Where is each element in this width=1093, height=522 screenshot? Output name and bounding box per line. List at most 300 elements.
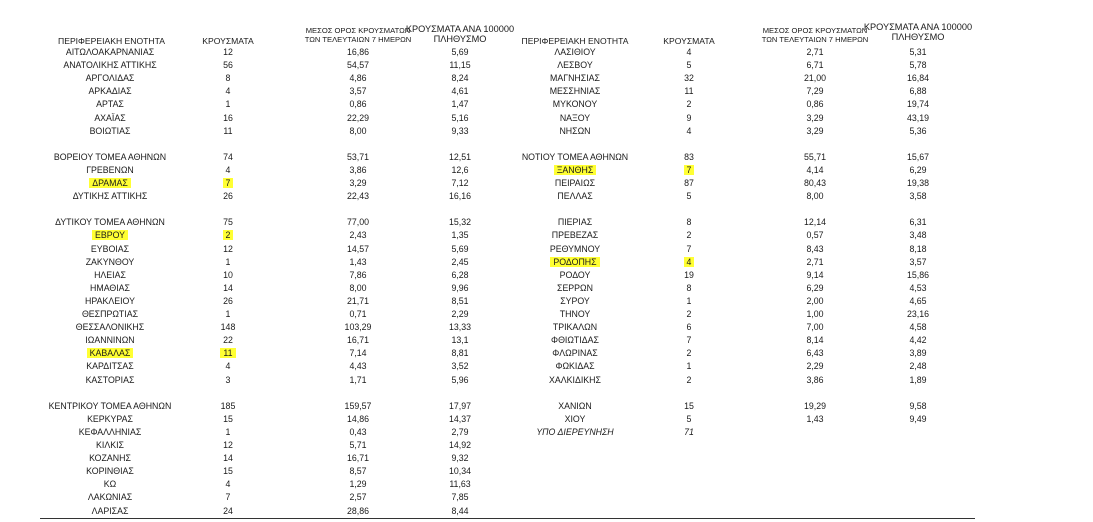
- cell-per: [856, 190, 980, 203]
- cell-per: [856, 347, 980, 360]
- cell-per: [856, 243, 980, 256]
- cell-region-text: ΤΡΙΚΑΛΩΝ: [552, 322, 598, 333]
- cell-per-text: 9,58: [909, 400, 927, 411]
- cell-region-text: ΡΕΘΥΜΝΟΥ: [549, 243, 601, 254]
- cell-cases: [659, 125, 719, 138]
- cell-per-text: 11,63: [449, 479, 471, 490]
- cell-cases: [659, 112, 719, 125]
- cell-cases-text: 7: [686, 335, 692, 346]
- cell-region: [40, 491, 180, 504]
- cell-per-text: 15,32: [448, 217, 471, 228]
- cell-region-text: ΔΥΤΙΚΟΥ ΤΟΜΕΑ ΑΘΗΝΩΝ: [55, 217, 165, 228]
- table-row: [0, 439, 1093, 452]
- cell-cases: [659, 46, 719, 59]
- table-row: [0, 465, 1093, 478]
- cell-cases: [659, 59, 719, 72]
- cell-per: [856, 413, 980, 426]
- cell-region: [505, 98, 645, 111]
- cell-per: [856, 164, 980, 177]
- cell-cases-text: 22: [223, 335, 233, 346]
- table-row: [0, 347, 1093, 360]
- cell-region-text: ΝΟΤΙΟΥ ΤΟΜΕΑ ΑΘΗΝΩΝ: [521, 151, 629, 162]
- cell-region: [505, 229, 645, 242]
- cell-region-text: ΙΩΑΝΝΙΝΩΝ: [85, 335, 135, 346]
- right-header-per-line1: ΚΡΟΥΣΜΑΤΑ ΑΝΑ 100000: [863, 22, 973, 32]
- cell-region-text: ΡΟΔΟΥ: [559, 269, 591, 280]
- cell-region: [40, 452, 180, 465]
- cell-region-text: ΔΡΑΜΑΣ: [89, 178, 131, 188]
- cell-region: [505, 295, 645, 308]
- cell-region: [505, 282, 645, 295]
- cell-cases: [659, 426, 719, 439]
- cell-region-text: ΝΑΞΟΥ: [559, 112, 591, 123]
- left-header-cases: ΚΡΟΥΣΜΑΤΑ: [202, 36, 254, 46]
- cell-cases: [198, 505, 258, 518]
- table-row: [0, 125, 1093, 138]
- cell-region-text: ΚΑΣΤΟΡΙΑΣ: [85, 374, 135, 385]
- cell-cases: [659, 243, 719, 256]
- cell-cases-text: 19: [684, 269, 694, 280]
- cell-avg-text: 4,43: [349, 361, 367, 372]
- cell-avg-text: 1,43: [349, 256, 367, 267]
- cell-cases-text: 1: [225, 426, 231, 437]
- cell-region: [505, 321, 645, 334]
- cell-per: [398, 505, 522, 518]
- cell-per-text: 6,31: [909, 217, 927, 228]
- cell-cases-text: 1: [225, 256, 231, 267]
- cell-per-text: 4,42: [909, 335, 927, 346]
- cell-region-text: ΠΕΛΛΑΣ: [557, 191, 593, 202]
- cell-per: [856, 282, 980, 295]
- cell-cases: [659, 256, 719, 269]
- cell-cases-text: 185: [220, 400, 236, 411]
- cell-cases-text: 16: [223, 112, 233, 123]
- table-row: [0, 374, 1093, 387]
- cell-region-text: ΚΟΖΑΝΗΣ: [89, 453, 131, 464]
- cell-per: [856, 72, 980, 85]
- cell-cases: [659, 308, 719, 321]
- cell-region-text: ΛΕΣΒΟΥ: [557, 60, 593, 71]
- cell-cases-text: 32: [684, 73, 694, 84]
- cell-per: [856, 216, 980, 229]
- cell-avg-text: 2,00: [806, 295, 824, 306]
- cell-cases-text: 12: [223, 47, 233, 57]
- cell-region: [505, 256, 645, 269]
- cell-avg-text: 7,29: [806, 86, 824, 97]
- cell-avg-text: 21,71: [346, 295, 369, 306]
- cell-per-text: 1,47: [451, 99, 469, 110]
- cell-avg-text: 0,71: [349, 309, 367, 319]
- cell-avg-text: 16,71: [346, 453, 369, 464]
- cell-region: [40, 465, 180, 478]
- cell-per-text: 9,33: [451, 125, 469, 136]
- cell-per-text: 5,31: [909, 47, 927, 57]
- cell-cases: [659, 282, 719, 295]
- cell-region-text: ΚΑΒΑΛΑΣ: [87, 348, 134, 358]
- cell-per-text: 12,51: [448, 151, 471, 162]
- cell-region-text: ΦΩΚΙΔΑΣ: [555, 361, 595, 372]
- right-header-avg-line1: ΜΕΣΟΣ ΟΡΟΣ ΚΡΟΥΣΜΑΤΩΝ: [762, 26, 868, 35]
- cell-cases: [198, 452, 258, 465]
- cell-cases-text: 8: [686, 217, 692, 228]
- cell-avg-text: 14,86: [346, 413, 369, 424]
- cell-per-text: 5,16: [451, 112, 469, 123]
- cell-cases-text: 10: [223, 269, 233, 280]
- cell-per-text: 17,97: [448, 400, 471, 411]
- cell-per-text: 3,48: [909, 230, 927, 241]
- cell-cases-text: 7: [225, 492, 231, 503]
- table-row: [0, 308, 1093, 321]
- cell-cases-text: 1: [686, 361, 692, 372]
- cell-per-text: 12,6: [451, 164, 469, 175]
- cell-per-text: 2,45: [451, 256, 469, 267]
- cell-cases-text: 15: [684, 400, 694, 411]
- cell-region: [505, 72, 645, 85]
- cell-cases-text: 2: [686, 309, 692, 319]
- cell-cases-text: 148: [220, 322, 236, 333]
- cell-cases: [198, 491, 258, 504]
- cell-per: [856, 400, 980, 413]
- cell-cases: [198, 465, 258, 478]
- cell-cases-text: 1: [225, 309, 231, 319]
- cell-region-text: ΧΙΟΥ: [564, 413, 586, 424]
- cell-region: [505, 400, 645, 413]
- table-row: [0, 46, 1093, 59]
- cell-cases-text: 7: [686, 243, 692, 254]
- cell-region-text: ΔΥΤΙΚΗΣ ΑΤΤΙΚΗΣ: [72, 191, 148, 202]
- cell-cases: [659, 269, 719, 282]
- cell-avg-text: 3,29: [349, 178, 367, 188]
- cell-avg-text: 8,57: [349, 466, 367, 477]
- cell-cases-text: 3: [225, 374, 231, 385]
- cell-per: [856, 321, 980, 334]
- cell-region-text: ΒΟΡΕΙΟΥ ΤΟΜΕΑ ΑΘΗΝΩΝ: [53, 151, 167, 162]
- cell-avg-text: 159,57: [344, 400, 372, 411]
- cell-avg-text: 8,14: [806, 335, 824, 346]
- cell-region-text: ΑΡΚΑΔΙΑΣ: [88, 86, 132, 97]
- cell-avg-text: 3,86: [349, 164, 367, 175]
- cell-avg-text: 2,71: [806, 47, 824, 57]
- cell-per: [856, 85, 980, 98]
- cell-cases-text: 11: [220, 348, 235, 358]
- cell-cases-text: 7: [684, 165, 695, 175]
- cell-cases-text: 6: [686, 322, 692, 333]
- table-row: [0, 151, 1093, 164]
- cell-region: [505, 374, 645, 387]
- right-header-avg-line2: ΤΩΝ ΤΕΛΕΥΤΑΙΩΝ 7 ΗΜΕΡΩΝ: [761, 35, 869, 44]
- cell-per: [398, 478, 522, 491]
- table-row: [0, 334, 1093, 347]
- left-header-region: ΠΕΡΙΦΕΡΕΙΑΚΗ ΕΝΟΤΗΤΑ: [58, 36, 165, 46]
- cell-region-text: ΗΡΑΚΛΕΙΟΥ: [85, 295, 135, 306]
- cell-per-text: 15,67: [906, 151, 929, 162]
- cell-per-text: 23,16: [906, 309, 929, 319]
- cell-cases-text: 14: [223, 453, 233, 464]
- cell-avg-text: 7,00: [806, 322, 824, 333]
- cell-avg-text: 3,29: [806, 112, 824, 123]
- cell-per: [398, 491, 522, 504]
- cell-avg-text: 8,00: [349, 282, 367, 293]
- cell-region-text: ΜΥΚΟΝΟΥ: [552, 99, 598, 110]
- cell-region-text: ΑΡΤΑΣ: [96, 99, 124, 110]
- cell-per: [856, 256, 980, 269]
- right-header-per: [856, 22, 980, 42]
- cell-per-text: 7,85: [451, 492, 469, 503]
- cell-avg-text: 6,71: [806, 60, 824, 71]
- right-header-per-line2: ΠΛΗΘΥΣΜΟ: [891, 32, 945, 42]
- cell-region-text: ΠΙΕΡΙΑΣ: [557, 217, 593, 228]
- cell-region-text: ΚΟΡΙΝΘΙΑΣ: [86, 466, 134, 477]
- cell-per-text: 13,33: [448, 322, 471, 333]
- cell-region-text: ΣΕΡΡΩΝ: [557, 282, 593, 293]
- cell-region: [40, 505, 180, 518]
- cell-cases-text: 26: [223, 191, 233, 202]
- cell-cases-text: 12: [223, 243, 233, 254]
- cell-per: [856, 334, 980, 347]
- cell-cases-text: 8: [686, 282, 692, 293]
- cell-region: [505, 243, 645, 256]
- cell-cases-text: 87: [684, 178, 694, 188]
- cell-region-text: ΚΑΡΔΙΤΣΑΣ: [86, 361, 134, 372]
- cell-avg-text: 8,43: [806, 243, 824, 254]
- cell-avg-text: 2,57: [349, 492, 367, 503]
- cell-per-text: 3,58: [909, 191, 927, 202]
- cell-per: [856, 46, 980, 59]
- table-row: [0, 256, 1093, 269]
- cell-cases: [659, 72, 719, 85]
- cell-avg-text: 0,57: [806, 230, 824, 241]
- cell-region-text: ΜΕΣΣΗΝΙΑΣ: [549, 86, 601, 97]
- cell-region-text: ΦΛΩΡΙΝΑΣ: [552, 348, 598, 359]
- cell-cases-text: 5: [686, 191, 692, 202]
- cell-region-text: ΚΙΛΚΙΣ: [96, 440, 124, 450]
- cell-per-text: 11,15: [449, 60, 471, 71]
- cell-region: [505, 125, 645, 138]
- cell-avg-text: 7,86: [349, 269, 367, 280]
- cell-region-text: ΑΧΑΪΑΣ: [94, 112, 126, 123]
- cell-per-text: 16,16: [448, 191, 471, 202]
- cell-per-text: 5,36: [909, 125, 927, 136]
- cell-cases-text: 2: [686, 374, 692, 385]
- cell-region-text: ΖΑΚΥΝΘΟΥ: [85, 256, 135, 267]
- cell-avg-text: 77,00: [346, 217, 369, 228]
- cell-avg-text: 16,86: [346, 47, 369, 57]
- cell-per: [398, 465, 522, 478]
- table-row: [0, 98, 1093, 111]
- cell-per-text: 4,53: [909, 282, 927, 293]
- cell-cases-text: 4: [686, 47, 692, 57]
- cell-avg-text: 1,43: [806, 413, 824, 424]
- cell-avg-text: 19,29: [803, 400, 826, 411]
- table-row: [0, 505, 1093, 518]
- table-row: [0, 59, 1093, 72]
- cell-cases-text: 2: [223, 230, 234, 240]
- table-row: [0, 243, 1093, 256]
- cell-per-text: 8,24: [451, 73, 469, 84]
- cell-avg-text: 4,86: [349, 73, 367, 84]
- cell-per-text: 3,52: [451, 361, 469, 372]
- cell-region-text: ΚΩ: [103, 479, 117, 490]
- table-row: [0, 190, 1093, 203]
- cell-cases: [659, 177, 719, 190]
- cell-avg-text: 22,29: [346, 112, 369, 123]
- cell-cases-text: 71: [684, 426, 694, 437]
- cell-cases-text: 83: [684, 151, 694, 162]
- cell-per: [856, 295, 980, 308]
- table-row: [0, 426, 1093, 439]
- cell-avg-text: 0,86: [806, 99, 824, 110]
- cell-region-text: ΕΥΒΟΙΑΣ: [90, 243, 130, 254]
- cell-avg-text: 3,29: [806, 125, 824, 136]
- cell-region: [505, 85, 645, 98]
- cell-region-text: ΚΕΦΑΛΛΗΝΙΑΣ: [78, 426, 142, 437]
- cell-per-text: 5,69: [451, 243, 469, 254]
- cell-per-text: 5,96: [451, 374, 469, 385]
- cell-region: [505, 59, 645, 72]
- cell-region-text: ΑΝΑΤΟΛΙΚΗΣ ΑΤΤΙΚΗΣ: [63, 60, 157, 71]
- cell-per: [856, 229, 980, 242]
- cell-region-text: ΧΑΛΚΙΔΙΚΗΣ: [549, 374, 601, 385]
- cell-cases-text: 1: [225, 99, 231, 110]
- cell-cases-text: 9: [686, 112, 692, 123]
- cell-region-text: ΕΒΡΟΥ: [92, 230, 128, 240]
- left-header-avg-line1: ΜΕΣΟΣ ΟΡΟΣ ΚΡΟΥΣΜΑΤΩΝ: [305, 26, 411, 35]
- cell-avg-text: 3,57: [349, 86, 367, 97]
- cell-region: [505, 334, 645, 347]
- cell-cases: [659, 360, 719, 373]
- cell-avg-text: 21,00: [803, 73, 826, 84]
- table-row: [0, 85, 1093, 98]
- cell-region: [40, 478, 180, 491]
- cell-avg-text: 103,29: [344, 322, 372, 333]
- cell-region-text: ΑΙΤΩΛΟΑΚΑΡΝΑΝΙΑΣ: [65, 47, 155, 57]
- cell-region: [505, 347, 645, 360]
- cell-per-text: 9,96: [451, 282, 469, 293]
- cell-per-text: 13,1: [451, 335, 469, 346]
- cell-cases-text: 26: [223, 295, 233, 306]
- cell-avg-text: 1,71: [349, 374, 367, 385]
- cell-per-text: 19,38: [906, 178, 929, 188]
- cell-per: [856, 125, 980, 138]
- cell-per-text: 5,69: [451, 47, 469, 57]
- cell-avg-text: 2,29: [806, 361, 824, 372]
- cell-region: [505, 112, 645, 125]
- cell-avg-text: 8,00: [806, 191, 824, 202]
- cell-avg-text: 1,29: [349, 479, 367, 490]
- cell-per: [856, 308, 980, 321]
- cell-avg-text: 2,43: [349, 230, 367, 241]
- cell-region-text: ΗΛΕΙΑΣ: [94, 269, 126, 280]
- cell-per-text: 9,32: [451, 453, 469, 464]
- cell-avg-text: 4,14: [806, 164, 824, 175]
- cell-cases-text: 2: [686, 230, 692, 241]
- cell-per-text: 5,78: [909, 60, 927, 71]
- cell-cases: [198, 439, 258, 452]
- cell-avg-text: 12,14: [803, 217, 826, 228]
- table-row: [0, 491, 1093, 504]
- cell-per-text: 6,29: [909, 164, 927, 175]
- cell-cases: [659, 347, 719, 360]
- cell-avg-text: 6,29: [806, 282, 824, 293]
- cell-cases-text: 4: [225, 86, 231, 97]
- table-row: [0, 295, 1093, 308]
- cell-avg-text: 9,14: [806, 269, 824, 280]
- cell-cases-text: 4: [225, 361, 231, 372]
- cell-per-text: 2,29: [451, 309, 469, 319]
- cell-per-text: 16,84: [906, 73, 929, 84]
- cell-avg-text: 5,71: [349, 440, 367, 450]
- cell-avg-text: 8,00: [349, 125, 367, 136]
- cell-region-text: ΥΠΟ ΔΙΕΡΕΥΝΗΣΗ: [536, 426, 614, 437]
- cell-per: [856, 98, 980, 111]
- cell-per: [856, 269, 980, 282]
- cell-region: [505, 151, 645, 164]
- cell-per-text: 7,12: [451, 178, 469, 188]
- cell-region-text: ΘΕΣΣΑΛΟΝΙΚΗΣ: [75, 322, 145, 333]
- cell-cases-text: 75: [223, 217, 233, 228]
- cell-region-text: ΞΑΝΘΗΣ: [554, 165, 597, 175]
- cell-region: [505, 177, 645, 190]
- cell-per-text: 2,48: [909, 361, 927, 372]
- cell-region-text: ΚΕΡΚΥΡΑΣ: [87, 413, 133, 424]
- cell-cases: [659, 229, 719, 242]
- cell-per: [856, 360, 980, 373]
- cell-region-text: ΜΑΓΝΗΣΙΑΣ: [550, 73, 600, 84]
- cell-region-text: ΤΗΝΟΥ: [559, 309, 591, 319]
- table-row: [0, 112, 1093, 125]
- cell-region-text: ΦΘΙΩΤΙΔΑΣ: [551, 335, 599, 346]
- cell-region: [505, 413, 645, 426]
- cell-region-text: ΛΑΡΙΣΑΣ: [91, 505, 129, 516]
- cell-avg-text: 55,71: [803, 151, 826, 162]
- cell-region-text: ΚΕΝΤΡΙΚΟΥ ΤΟΜΕΑ ΑΘΗΝΩΝ: [48, 400, 172, 411]
- cell-per: [856, 151, 980, 164]
- cell-per-text: 1,89: [909, 374, 927, 385]
- cell-region-text: ΛΑΚΩΝΙΑΣ: [87, 492, 133, 503]
- cell-avg-text: 22,43: [346, 191, 369, 202]
- cell-cases: [659, 98, 719, 111]
- cell-cases: [659, 85, 719, 98]
- cell-per-text: 10,34: [448, 466, 471, 477]
- cell-avg-text: 7,14: [349, 348, 367, 359]
- cell-per-text: 15,86: [906, 269, 929, 280]
- cell-region-text: ΣΥΡΟΥ: [560, 295, 590, 306]
- cell-cases: [659, 164, 719, 177]
- cell-cases-text: 7: [223, 178, 234, 188]
- table-row: [0, 229, 1093, 242]
- cell-per: [856, 374, 980, 387]
- cell-cases-text: 2: [686, 99, 692, 110]
- table-row: [0, 269, 1093, 282]
- cell-cases-text: 11: [223, 125, 233, 136]
- cell-per: [856, 177, 980, 190]
- cell-avg-text: 54,57: [346, 60, 369, 71]
- cell-region-text: ΘΕΣΠΡΩΤΙΑΣ: [81, 309, 139, 319]
- cell-per-text: 6,28: [451, 269, 469, 280]
- cell-avg-text: 2,71: [806, 256, 824, 267]
- cell-avg-text: 1,00: [806, 309, 824, 319]
- cell-per-text: 8,51: [451, 295, 469, 306]
- table-row: [0, 413, 1093, 426]
- cell-per-text: 8,81: [451, 348, 469, 359]
- cell-cases-text: 4: [686, 125, 692, 136]
- cell-avg-text: 3,86: [806, 374, 824, 385]
- cell-avg-text: 0,43: [349, 426, 367, 437]
- cell-avg-text: 80,43: [803, 178, 826, 188]
- cell-cases-text: 24: [223, 505, 233, 516]
- cell-cases-text: 74: [223, 151, 233, 162]
- cell-per: [856, 59, 980, 72]
